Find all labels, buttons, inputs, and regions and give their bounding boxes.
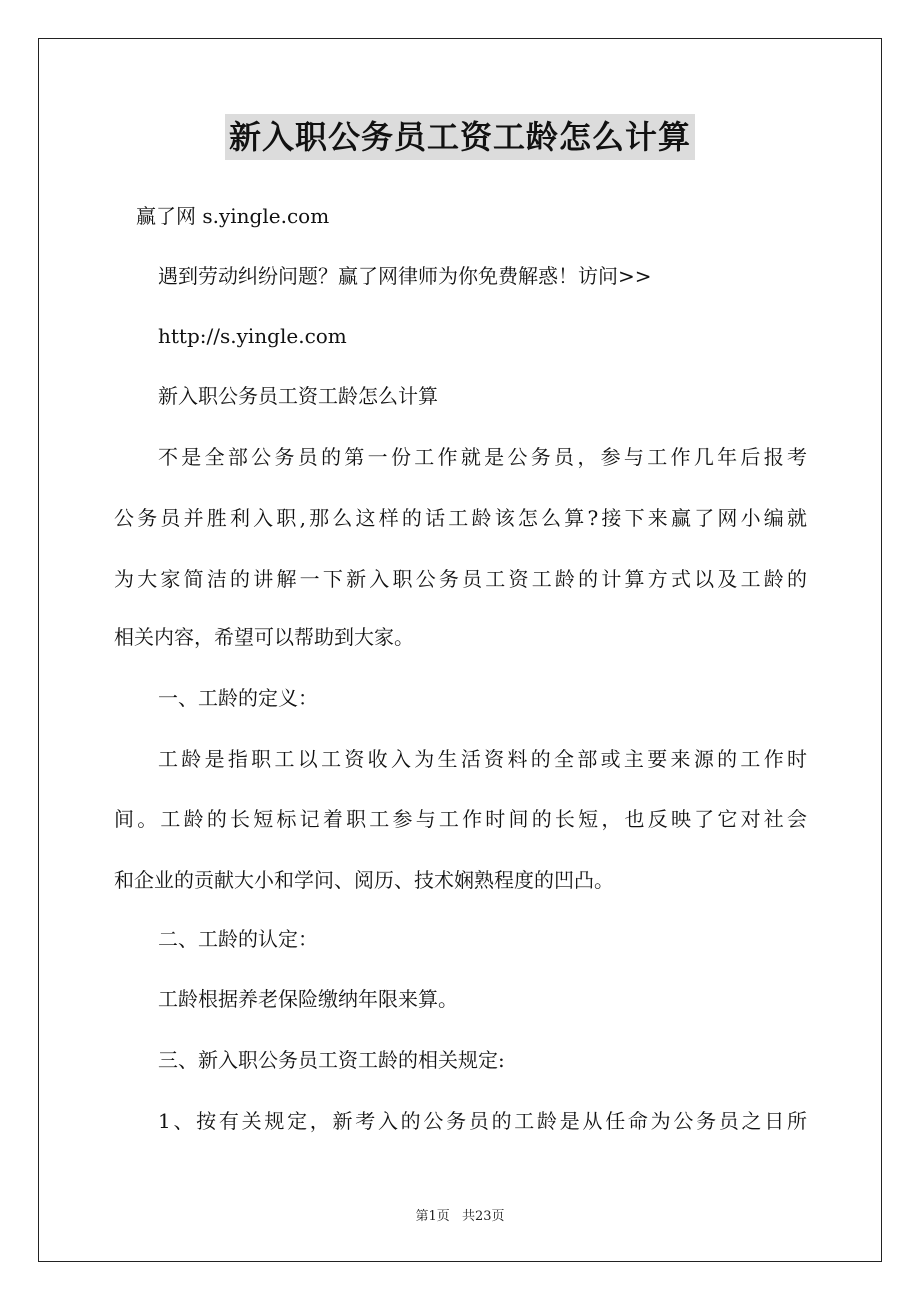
promo-line: 遇到劳动纠纷问题？赢了网律师为你免费解惑！访问>> [158, 264, 652, 288]
paragraph-line: 不是全部公务员的第一份工作就是公务员，参与工作几年后报考 [158, 445, 807, 469]
paragraph-line: 工龄根据养老保险缴纳年限来算。 [158, 987, 458, 1011]
document-title-block [0, 114, 920, 160]
section-heading: 一、工龄的定义： [158, 686, 318, 710]
page-footer [0, 1208, 920, 1226]
paragraph-line: 1、按有关规定，新考入的公务员的工龄是从任命为公务员之日所 [158, 1109, 807, 1133]
section-heading: 三、新入职公务员工资工龄的相关规定: [158, 1048, 505, 1072]
source-line: 赢了网 s.yingle.com [136, 204, 330, 228]
paragraph-line: 相关内容，希望可以帮助到大家。 [114, 625, 414, 649]
paragraph-line: 间。工龄的长短标记着职工参与工作时间的长短，也反映了它对社会 [114, 807, 807, 831]
section-heading: 二、工龄的认定： [158, 927, 318, 951]
page-total: 共23页 [461, 1209, 505, 1224]
url-line: http://s.yingle.com [158, 324, 347, 348]
paragraph-line: 为大家简洁的讲解一下新入职公务员工资工龄的计算方式以及工龄的 [114, 567, 807, 591]
paragraph-line: 和企业的贡献大小和学问、阅历、技术娴熟程度的凹凸。 [114, 868, 614, 892]
document-title: 新入职公务员工资工龄怎么计算 [225, 114, 695, 160]
paragraph-line: 工龄是指职工以工资收入为生活资料的全部或主要来源的工作时 [158, 747, 807, 771]
subtitle: 新入职公务员工资工龄怎么计算 [158, 384, 438, 408]
page-number: 第1页 [415, 1209, 450, 1224]
paragraph-line: 公务员并胜利入职,那么这样的话工龄该怎么算?接下来赢了网小编就 [114, 506, 807, 530]
